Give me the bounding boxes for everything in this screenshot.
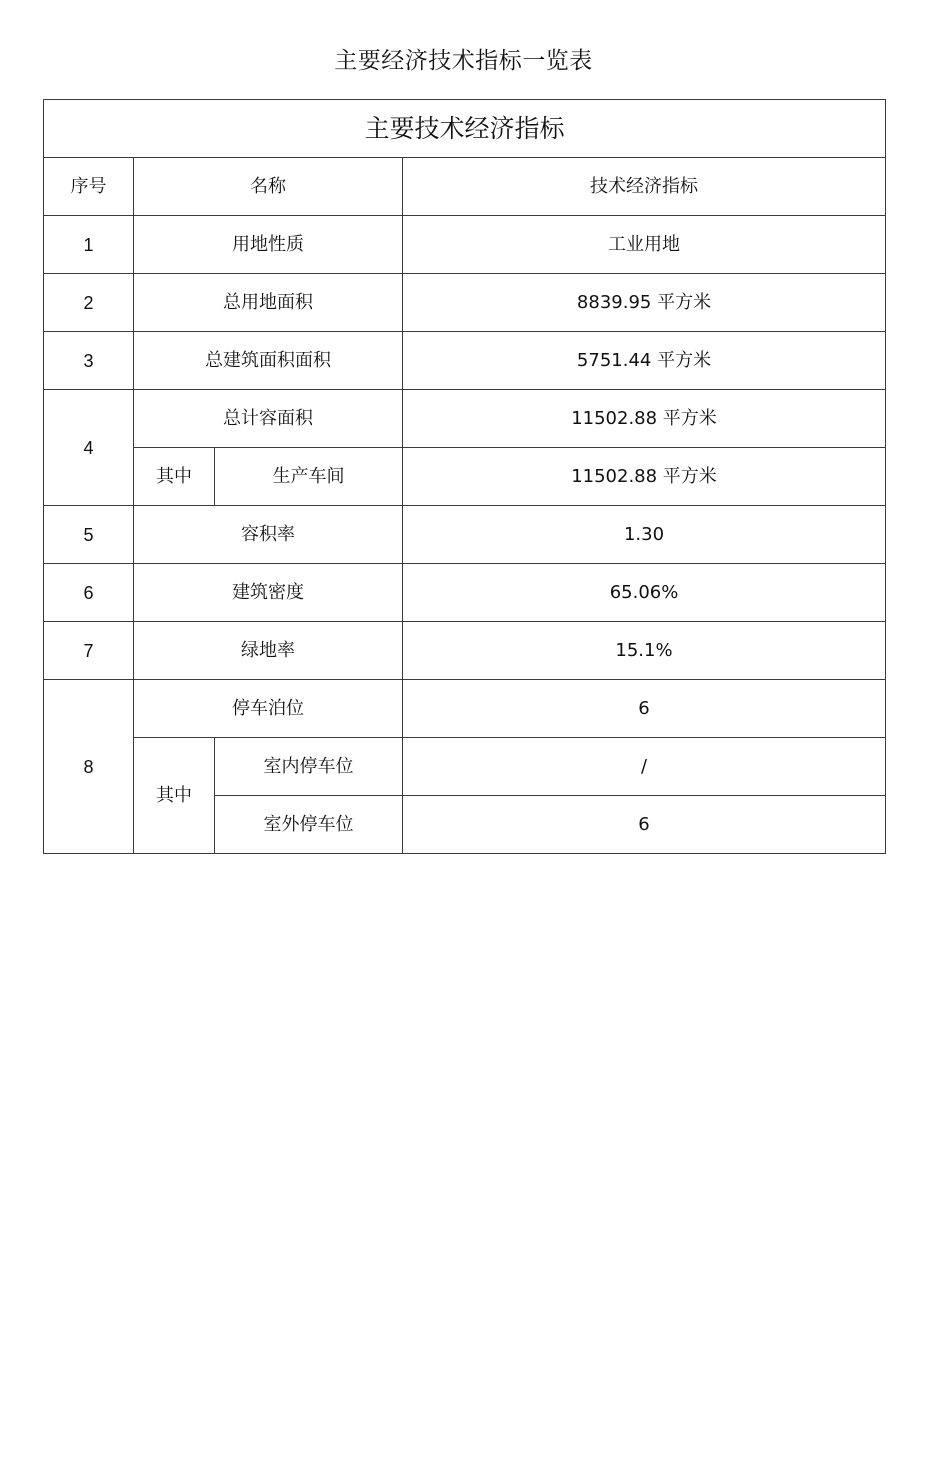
table-row bbox=[44, 564, 886, 622]
row-value: 11502.88 平方米 bbox=[403, 390, 886, 448]
table-caption-row bbox=[44, 100, 886, 158]
row-value: 15.1% bbox=[403, 622, 886, 680]
sub-label: 其中 bbox=[134, 448, 215, 506]
row-value: 5751.44 平方米 bbox=[403, 332, 886, 390]
table-row bbox=[44, 622, 886, 680]
row-name: 用地性质 bbox=[134, 216, 403, 274]
table-row bbox=[44, 216, 886, 274]
sub-item-value: 6 bbox=[403, 796, 886, 854]
table-row bbox=[44, 506, 886, 564]
row-index: 4 bbox=[44, 390, 134, 506]
table-subrow bbox=[44, 738, 886, 796]
sub-item-name: 生产车间 bbox=[215, 448, 403, 506]
table-header-row bbox=[44, 158, 886, 216]
row-index: 8 bbox=[44, 680, 134, 854]
row-value: 工业用地 bbox=[403, 216, 886, 274]
row-index: 7 bbox=[44, 622, 134, 680]
header-name: 名称 bbox=[134, 158, 403, 216]
sub-item-name: 室内停车位 bbox=[215, 738, 403, 796]
sub-item-value: 11502.88 平方米 bbox=[403, 448, 886, 506]
row-index: 5 bbox=[44, 506, 134, 564]
header-index: 序号 bbox=[44, 158, 134, 216]
table-caption: 主要技术经济指标 bbox=[44, 100, 886, 158]
row-name: 停车泊位 bbox=[134, 680, 403, 738]
row-index: 2 bbox=[44, 274, 134, 332]
indicators-table bbox=[43, 99, 886, 854]
row-name: 总用地面积 bbox=[134, 274, 403, 332]
row-value: 6 bbox=[403, 680, 886, 738]
row-index: 1 bbox=[44, 216, 134, 274]
row-name: 建筑密度 bbox=[134, 564, 403, 622]
table-row bbox=[44, 332, 886, 390]
document-title: 主要经济技术指标一览表 bbox=[334, 48, 593, 74]
row-name: 总计容面积 bbox=[134, 390, 403, 448]
row-value: 1.30 bbox=[403, 506, 886, 564]
row-value: 8839.95 平方米 bbox=[403, 274, 886, 332]
row-name: 总建筑面积面积 bbox=[134, 332, 403, 390]
sub-label: 其中 bbox=[134, 738, 215, 854]
table-row bbox=[44, 680, 886, 738]
table-subrow bbox=[44, 448, 886, 506]
row-name: 容积率 bbox=[134, 506, 403, 564]
sub-item-name: 室外停车位 bbox=[215, 796, 403, 854]
row-index: 6 bbox=[44, 564, 134, 622]
sub-item-value: / bbox=[403, 738, 886, 796]
row-index: 3 bbox=[44, 332, 134, 390]
table-row bbox=[44, 274, 886, 332]
table-row bbox=[44, 390, 886, 448]
row-name: 绿地率 bbox=[134, 622, 403, 680]
header-value: 技术经济指标 bbox=[403, 158, 886, 216]
row-value: 65.06% bbox=[403, 564, 886, 622]
